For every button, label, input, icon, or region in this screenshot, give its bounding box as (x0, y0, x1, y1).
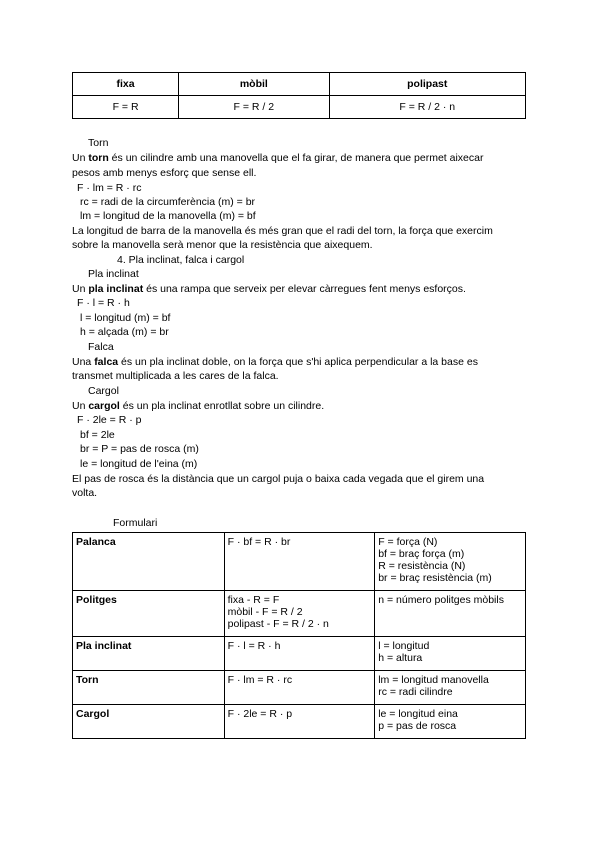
pla-inclinat-def-h: h = alçada (m) = br (80, 326, 169, 338)
torn-def-lm: lm = longitud de la manovella (m) = bf (80, 210, 256, 222)
cargol-intro: Un cargol és un pla inclinat enrotllat sobre un cilindre. (72, 400, 325, 412)
cargol-def-bf: bf = 2le (80, 429, 115, 441)
table-header-polipast: polipast (329, 73, 525, 96)
table-cell-polipast: F = R / 2 · n (329, 96, 525, 119)
pla-inclinat-heading: Pla inclinat (88, 268, 139, 280)
row-formula: F · l = R · h (227, 640, 281, 652)
row-formula: F · lm = R · rc (227, 674, 293, 686)
falca-term: falca (94, 356, 119, 368)
row-name: Torn (73, 671, 225, 705)
row-def: le = longitud eina (378, 708, 458, 720)
row-def: n = número politges mòbils (378, 594, 504, 606)
row-def: br = braç resistència (m) (378, 572, 492, 584)
table-row (73, 671, 526, 705)
table-row (73, 533, 526, 591)
formulari-heading: Formulari (113, 517, 158, 529)
row-def: p = pas de rosca (378, 720, 457, 732)
table-header-fixa: fixa (73, 73, 179, 96)
row-formula: F · bf = R · br (227, 536, 291, 548)
formulari-table (72, 532, 526, 739)
cargol-heading: Cargol (88, 385, 119, 397)
row-name: Palanca (73, 533, 225, 591)
table-row (73, 591, 526, 637)
row-def: l = longitud (378, 640, 430, 652)
politges-table (72, 72, 526, 119)
cargol-def-br: br = P = pas de rosca (m) (80, 443, 199, 455)
row-def: F = força (N) (378, 536, 438, 548)
row-def: rc = radi cilindre (378, 686, 453, 698)
row-name: Politges (73, 591, 225, 637)
torn-intro-cont: pesos amb menys esforç que sense ell. (72, 167, 257, 179)
torn-note-1: La longitud de barra de la manovella és més gran que el radi del torn, la força que exercim (72, 225, 493, 237)
row-def: h = altura (378, 652, 423, 664)
falca-heading: Falca (88, 341, 114, 353)
table-row (73, 705, 526, 739)
torn-formula: F · lm = R · rc (77, 182, 142, 194)
cargol-def-le: le = longitud de l'eina (m) (80, 458, 198, 470)
pla-inclinat-term: pla inclinat (88, 283, 144, 295)
row-formula: mòbil - F = R / 2 (227, 606, 303, 618)
row-def: R = resistència (N) (378, 560, 466, 572)
row-def: bf = braç força (m) (378, 548, 465, 560)
table-cell-mobil: F = R / 2 (179, 96, 329, 119)
row-formula: polipast - F = R / 2 · n (227, 618, 329, 630)
torn-heading: Torn (88, 137, 109, 149)
row-formula: fixa - R = F (227, 594, 280, 606)
torn-note-2: sobre la manovella serà menor que la resistència que aixequem. (72, 239, 373, 251)
cargol-formula: F · 2le = R · p (77, 414, 142, 426)
table-cell-fixa: F = R (73, 96, 179, 119)
torn-def-rc: rc = radi de la circumferència (m) = br (80, 196, 256, 208)
pla-inclinat-def-l: l = longitud (m) = bf (80, 312, 171, 324)
row-def: lm = longitud manovella (378, 674, 489, 686)
row-name: Pla inclinat (73, 637, 225, 671)
row-formula: F · 2le = R · p (227, 708, 293, 720)
row-name: Cargol (73, 705, 225, 739)
cargol-term: cargol (88, 400, 120, 412)
pla-inclinat-intro: Un pla inclinat és una rampa que serveix per elevar càrregues fent menys esforços. (72, 283, 466, 295)
table-row (73, 637, 526, 671)
section-4-heading: 4. Pla inclinat, falca i cargol (117, 254, 245, 266)
pla-inclinat-formula: F · l = R · h (77, 297, 130, 309)
cargol-note-1: El pas de rosca és la distància que un cargol puja o baixa cada vegada que el girem una (72, 473, 485, 485)
torn-intro: Un torn és un cilindre amb una manovella que el fa girar, de manera que permet aixecar (72, 152, 484, 164)
falca-intro: Una falca és un pla inclinat doble, on la força que s'hi aplica perpendicular a la base es (72, 356, 478, 368)
table-header-mobil: mòbil (179, 73, 329, 96)
cargol-note-2: volta. (72, 487, 98, 499)
falca-intro-cont: transmet multiplicada a les cares de la falca. (72, 370, 279, 382)
torn-term: torn (88, 152, 109, 164)
